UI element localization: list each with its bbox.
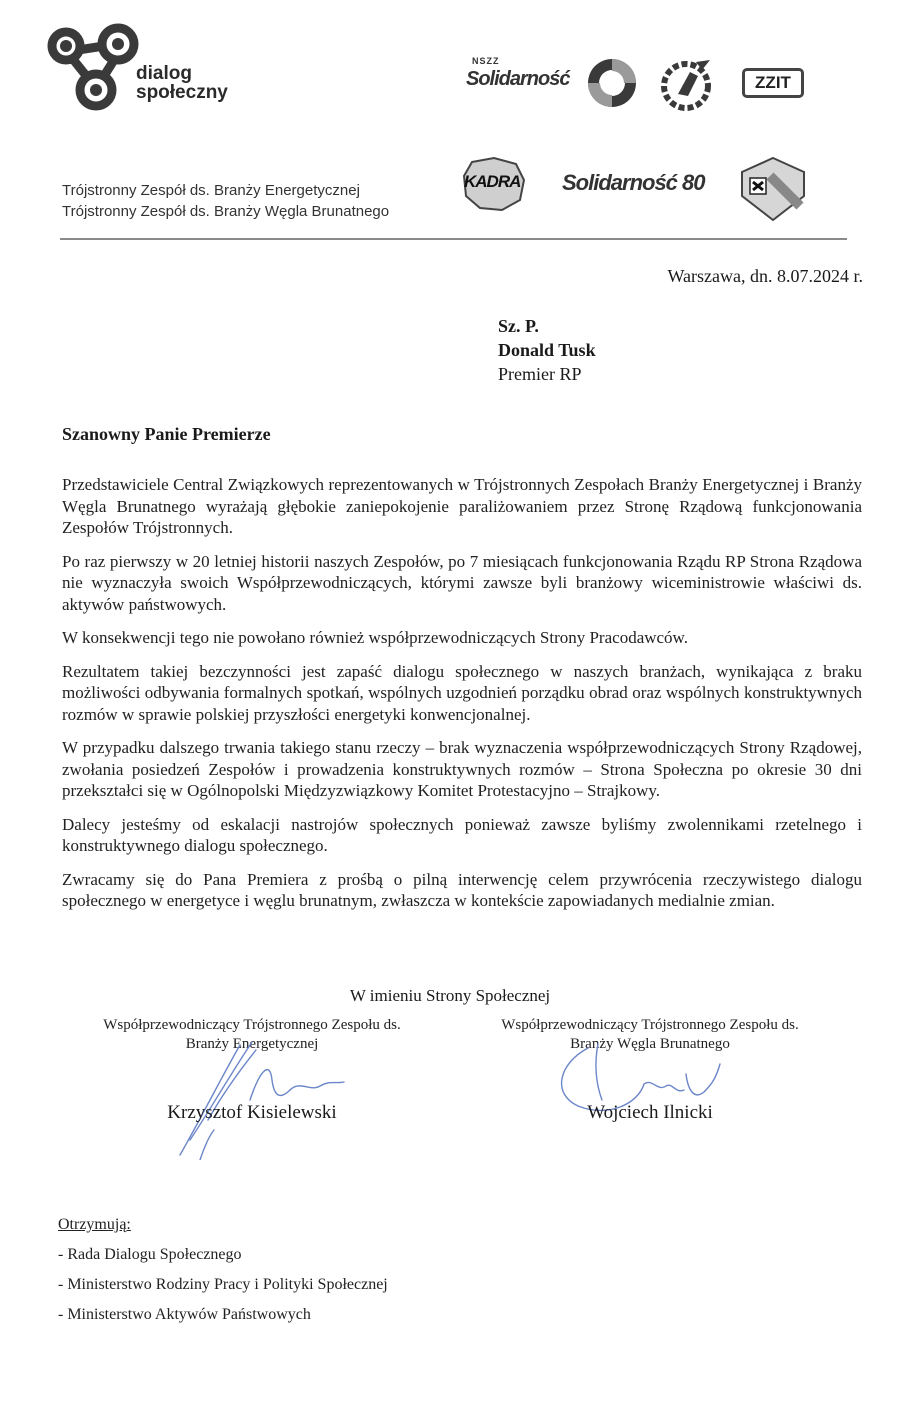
paragraph-7: Zwracamy się do Pana Premiera z prośbą o pilną interwencję celem przywrócenia rzeczywistego dialogu społecznego w energetyce i węglu brunatnym, zwłaszcza w kontekście zapowiadanych medialnie zmian.	[62, 869, 862, 910]
fzz-shield-logo-icon	[740, 156, 806, 222]
header-divider	[60, 238, 847, 240]
solidarnosc-80-logo: Solidarność 80	[562, 170, 705, 195]
left-role-line-1: Współprzewodniczący Trójstronnego Zespołu ds.	[103, 1017, 401, 1033]
paragraph-3: W konsekwencji tego nie powołano również współprzewodniczących Strony Pracodawców.	[62, 628, 688, 647]
salutation: Szanowny Panie Premierze	[62, 424, 271, 444]
zzit-logo: ZZIT	[742, 68, 804, 98]
signatory-left-name: Krzysztof Kisielewski	[167, 1102, 337, 1123]
right-role-line-2: Branży Węgla Brunatnego	[570, 1036, 730, 1052]
letter-body	[62, 474, 862, 924]
addressee-block	[498, 314, 596, 386]
nszz-solidarnosc-logo	[466, 56, 570, 100]
recipients-list	[58, 1210, 388, 1330]
recipient-item: - Rada Dialogu Społecznego	[58, 1246, 242, 1263]
addressee-title: Premier RP	[498, 364, 582, 384]
paragraph-5: W przypadku dalszego trwania takiego stanu rzeczy – brak wyznaczenia współprzewodniczących Strony Rządowej, zwołania posiedzeń Zespołów i prowadzenia konstruktywnych rozmów – Strona Społeczna po okresie 30 dni przekształci się w Ogólnopolski Międzyzwiązkowy Komitet Protestacyjno – Strajkowy.	[62, 738, 862, 800]
fist-gear-logo-icon	[656, 56, 716, 112]
recipients-title: Otrzymują:	[58, 1216, 131, 1233]
committee-names	[62, 180, 389, 222]
paragraph-6: Dalecy jesteśmy od eskalacji nastrojów społecznych ponieważ zawsze byliśmy zwolennikami rzetelnego i konstruktywnego dialogu społecznego.	[62, 814, 862, 855]
handwritten-signature-left-icon	[160, 1030, 360, 1160]
logo-wordmark	[136, 64, 228, 102]
recipient-item: - Ministerstwo Aktywów Państwowych	[58, 1306, 311, 1323]
letter-date: Warszawa, dn. 8.07.2024 r.	[667, 266, 863, 286]
kadra-logo	[458, 156, 530, 212]
signatory-right-name: Wojciech Ilnicki	[587, 1102, 713, 1123]
signature-header: W imieniu Strony Społecznej	[349, 986, 551, 1005]
circle-arrows-logo-icon	[584, 55, 640, 111]
kadra-wordmark: KADRA	[464, 172, 521, 191]
addressee-name: Donald Tusk	[498, 340, 596, 360]
logo-line-2: społeczny	[136, 82, 228, 103]
nszz-label: NSZZ	[472, 56, 500, 66]
logo-line-1: dialog	[136, 63, 192, 84]
right-role-line-1: Współprzewodniczący Trójstronnego Zespołu ds.	[501, 1017, 799, 1033]
paragraph-2: Po raz pierwszy w 20 letniej historii naszych Zespołów, po 7 miesiącach funkcjonowania Rządu RP Strona Rządowa nie wyznaczyła swoich Współprzewodniczących, którymi zawsze byli branżowy wiceministrowie właściwi ds. aktywów państwowych.	[62, 551, 862, 614]
paragraph-4: Rezultatem takiej bezczynności jest zapaść dialogu społecznego w naszych branżach, wynikająca z braku możliwości odbywania formalnych spotkań, wspólnych uzgodnień porządku obrad oraz wspólnych konstruktywnych rozmów w sprawie polskiej przyszłości energetyki konwencjonalnej.	[62, 661, 862, 724]
solidarnosc-wordmark: Solidarność	[466, 68, 570, 90]
committee-lignite: Trójstronny Zespół ds. Branży Węgla Brunatnego	[62, 203, 390, 220]
recipient-item: - Ministerstwo Rodziny Pracy i Polityki Społecznej	[58, 1276, 388, 1293]
committee-energy: Trójstronny Zespół ds. Branży Energetycznej	[62, 182, 360, 199]
paragraph-1: Przedstawiciele Central Związkowych reprezentowanych w Trójstronnych Zespołach Branży Energetycznej i Branży Węgla Brunatnego wyrażają głębokie zaniepokojenie paraliżowaniem przez Stronę Rządową funkcjonowania Zespołów Trójstronnych.	[62, 475, 862, 537]
left-role-line-2: Branży Energetycznej	[185, 1036, 319, 1052]
addressee-prefix: Sz. P.	[498, 316, 539, 336]
